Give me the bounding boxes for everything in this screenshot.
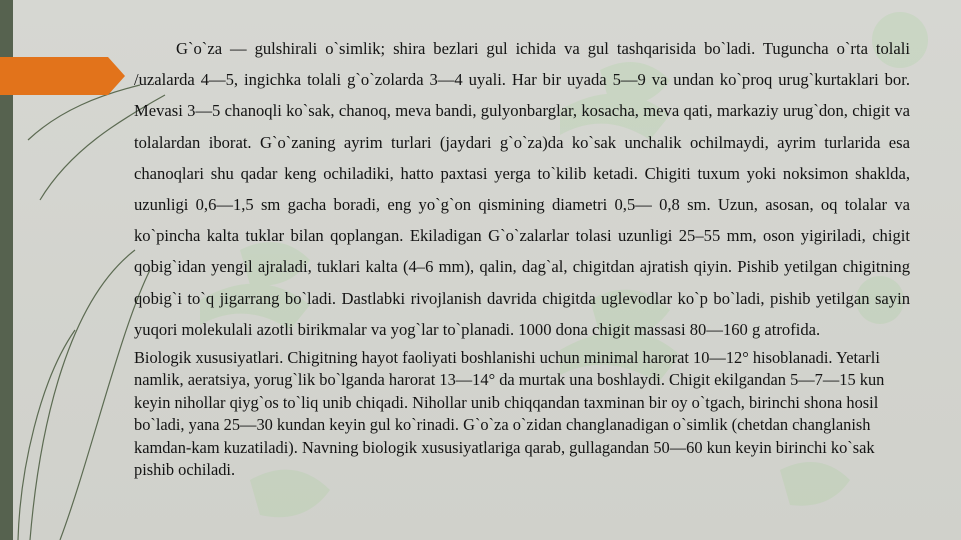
paragraph-description: G`o`za — gulshirali o`simlik; shira bezlari gul ichida va gul tashqarisida bo`ladi. Tuguncha o`rta tolali /uzalarda 4—5, ingichka tolali g`o`zolarda 3—4 uyali. Har bir uyada 5—9 va undan ko`proq urug`kurtaklari bor. Mevasi 3—5 chanoqli ko`sak, chanoq, meva bandi, gulyonbarglar, kosacha, meva qati, markaziy urug`don, chigit va tolalardan iborat. G`o`zaning ayrim turlari (jaydari g`o`za)da ko`sak unchalik ochilmaydi, ayrim turlarida esa chanoqlari shu qadar keng ochiladiki, hatto paxtasi yerga to`kilib ketadi. Chigiti tuxum yoki noksimon shaklda, uzunligi 0,6—1,5 sm gacha boradi, eng yo`g`on qismining diametri 0,5— 0,8 sm. Uzun, asosan, oq tolalar va ko`pincha kalta tuklar bilan qoplangan. Ekiladigan G`o`zalarlar tolasi uzunligi 25–55 mm, oson yigiriladi, chigit qobig`idan yengil ajraladi, tuklari kalta (4–6 mm), qalin, dag`al, chigitdan ajratish qiyin. Pishib yetilgan chigitning qobig`i to`q jigarrang bo`ladi. Dastlabki rivojlanish davrida chigitda uglevodlar ko`p bo`ladi, pishib yetilgan sayin yuqori molekulali azotli birikmalar va yog`lar to`planadi. 1000 dona chigit massasi 80—160 g atrofida. bbox=[134, 39, 910, 339]
paragraph-biological-features: Biologik xususiyatlari. Chigitning hayot faoliyati boshlanishi uchun minimal harorat 10—12° hisoblanadi. Yetarli namlik, aeratsiya, yorug`lik bo`lganda harorat 13—14° da murtak una boshlaydi. Chigit ekilgandan 5—7—15 kun keyin nihollar qiyg`os to`liq unib chiqadi. Nihollar unib chiqqandan taxminan bir oy o`tgach, birinchi shona hosil bo`ladi, yana 25—30 kundan keyin gul ko`rinadi. G`o`za o`zidan changlanadigan o`simlik (chetdan changlanish kamdan-kam kuzatiladi). Navning biologik xususiyatlariga qarab, gullagandan 50—60 kun keyin birinchi ko`sak pishib ochiladi. bbox=[134, 348, 885, 480]
text-body bbox=[134, 33, 910, 481]
orange-arrow-accent bbox=[0, 57, 125, 95]
